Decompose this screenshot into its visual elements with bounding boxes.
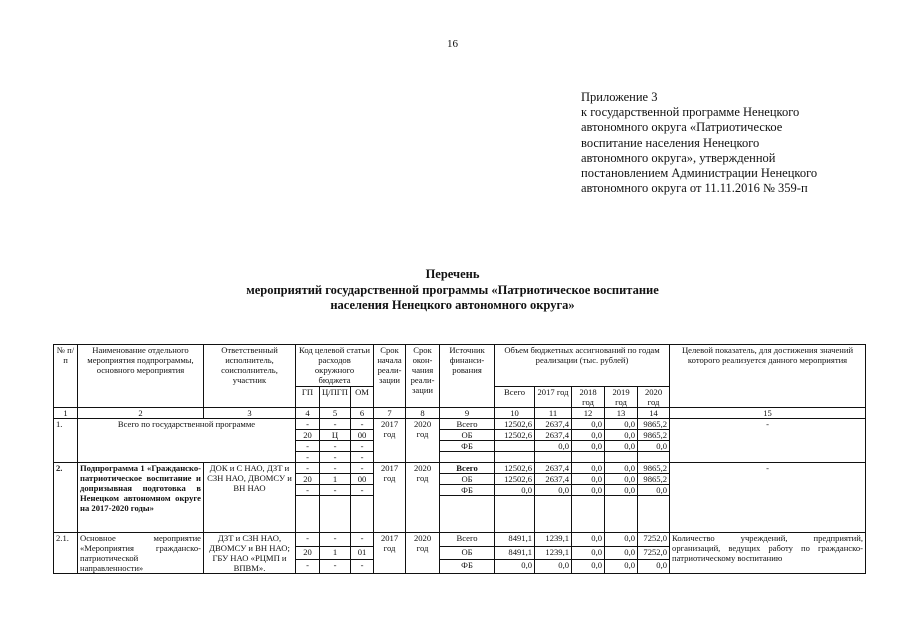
col-number: 2 bbox=[78, 408, 204, 419]
amount-2018: 0,0 bbox=[572, 560, 605, 574]
funding-source: ОБ bbox=[440, 474, 495, 485]
funding-source: ОБ bbox=[440, 430, 495, 441]
funding-source bbox=[440, 452, 495, 463]
header-target: Целевой показатель, для достижения значений которого реализуется данного мероприятия bbox=[670, 345, 866, 408]
code-gp: - bbox=[296, 452, 320, 463]
header-total: Всего bbox=[495, 387, 535, 408]
row-name: Всего по государственной программе bbox=[78, 419, 296, 463]
code-ppgp: - bbox=[320, 463, 351, 474]
amount-2020 bbox=[638, 452, 670, 463]
code-om: - bbox=[351, 485, 374, 496]
amount-2017: 2637,4 bbox=[535, 419, 572, 430]
table-row bbox=[54, 419, 866, 430]
code-gp: 20 bbox=[296, 546, 320, 560]
header-gp: ГП bbox=[296, 387, 320, 408]
empty-cell bbox=[440, 496, 495, 533]
amount-total: 12502,6 bbox=[495, 430, 535, 441]
col-number: 7 bbox=[374, 408, 406, 419]
code-ppgp: - bbox=[320, 533, 351, 547]
amount-total: 12502,6 bbox=[495, 419, 535, 430]
code-gp: - bbox=[296, 441, 320, 452]
amount-2020: 9865,2 bbox=[638, 463, 670, 474]
amount-2017: 2637,4 bbox=[535, 474, 572, 485]
code-ppgp: 1 bbox=[320, 546, 351, 560]
amount-2018: 0,0 bbox=[572, 485, 605, 496]
col-number: 11 bbox=[535, 408, 572, 419]
code-ppgp: - bbox=[320, 419, 351, 430]
row-number: 1. bbox=[54, 419, 78, 463]
amount-total: 0,0 bbox=[495, 485, 535, 496]
amount-2020: 0,0 bbox=[638, 560, 670, 574]
amount-2018: 0,0 bbox=[572, 430, 605, 441]
empty-cell bbox=[296, 496, 320, 533]
funding-source: ФБ bbox=[440, 485, 495, 496]
amount-2020: 0,0 bbox=[638, 485, 670, 496]
amount-2019: 0,0 bbox=[605, 441, 638, 452]
code-om: 00 bbox=[351, 430, 374, 441]
title-line: Перечень bbox=[425, 267, 480, 281]
amount-2017: 2637,4 bbox=[535, 463, 572, 474]
document-title bbox=[0, 267, 905, 314]
amount-2018: 0,0 bbox=[572, 546, 605, 560]
header-volume: Объем бюджетных ассигнований по годам реализации (тыс. рублей) bbox=[495, 345, 670, 387]
code-gp: - bbox=[296, 533, 320, 547]
row-target: Количество учреждений, предприятий, организаций, ведущих работу по гражданско-патриотическому воспитанию bbox=[670, 533, 866, 574]
col-number: 12 bbox=[572, 408, 605, 419]
appendix-line: к государственной программе Ненецкого bbox=[581, 105, 800, 120]
amount-2018: 0,0 bbox=[572, 474, 605, 485]
col-number: 14 bbox=[638, 408, 670, 419]
code-ppgp: Ц bbox=[320, 430, 351, 441]
appendix-line: автономного округа от 11.11.2016 № 359-п bbox=[581, 181, 808, 196]
amount-2018: 0,0 bbox=[572, 533, 605, 547]
row-start: 2017 год bbox=[374, 533, 406, 574]
header-2018: 2018 год bbox=[572, 387, 605, 408]
amount-2019: 0,0 bbox=[605, 485, 638, 496]
header-ppgp: Ц/ПГП bbox=[320, 387, 351, 408]
table-row bbox=[54, 533, 866, 547]
amount-2017: 0,0 bbox=[535, 560, 572, 574]
code-gp: - bbox=[296, 485, 320, 496]
amount-2019: 0,0 bbox=[605, 560, 638, 574]
empty-cell bbox=[638, 496, 670, 533]
amount-2020: 7252,0 bbox=[638, 546, 670, 560]
amount-total: 0,0 bbox=[495, 560, 535, 574]
funding-source: ОБ bbox=[440, 546, 495, 560]
amount-2017: 1239,1 bbox=[535, 533, 572, 547]
amount-total bbox=[495, 441, 535, 452]
amount-2017: 2637,4 bbox=[535, 430, 572, 441]
empty-cell bbox=[605, 496, 638, 533]
amount-2018: 0,0 bbox=[572, 463, 605, 474]
code-om: - bbox=[351, 419, 374, 430]
table-row bbox=[54, 463, 866, 474]
col-number: 8 bbox=[406, 408, 440, 419]
col-number: 13 bbox=[605, 408, 638, 419]
empty-cell bbox=[572, 496, 605, 533]
code-gp: - bbox=[296, 419, 320, 430]
amount-2020: 9865,2 bbox=[638, 430, 670, 441]
amount-2017: 0,0 bbox=[535, 485, 572, 496]
row-executor: ДОК и С НАО, ДЗТ и СЗН НАО, ДВОМСУ и ВН НАО bbox=[204, 463, 296, 533]
appendix-line: автономного округа», утвержденной bbox=[581, 150, 776, 165]
col-number: 1 bbox=[54, 408, 78, 419]
code-ppgp: - bbox=[320, 441, 351, 452]
activities-table bbox=[53, 344, 866, 574]
code-gp: - bbox=[296, 560, 320, 574]
row-end: 2020 год bbox=[406, 463, 440, 533]
code-gp: - bbox=[296, 463, 320, 474]
code-ppgp: - bbox=[320, 560, 351, 574]
col-number: 4 bbox=[296, 408, 320, 419]
empty-cell bbox=[495, 496, 535, 533]
amount-total: 8491,1 bbox=[495, 533, 535, 547]
col-number: 15 bbox=[670, 408, 866, 419]
empty-cell bbox=[351, 496, 374, 533]
row-end: 2020 год bbox=[406, 419, 440, 463]
amount-2019: 0,0 bbox=[605, 419, 638, 430]
header-code: Код целевой статьи расходов окружного бюджета bbox=[296, 345, 374, 387]
row-number: 2.1. bbox=[54, 533, 78, 574]
header-num: № п/п bbox=[54, 345, 78, 408]
page-number: 16 bbox=[447, 38, 458, 50]
amount-2019: 0,0 bbox=[605, 430, 638, 441]
amount-2017 bbox=[535, 452, 572, 463]
amount-total: 12502,6 bbox=[495, 463, 535, 474]
amount-total: 12502,6 bbox=[495, 474, 535, 485]
code-ppgp: - bbox=[320, 485, 351, 496]
code-om: - bbox=[351, 441, 374, 452]
col-number: 9 bbox=[440, 408, 495, 419]
code-gp: 20 bbox=[296, 430, 320, 441]
row-number: 2. bbox=[54, 463, 78, 533]
amount-2020: 9865,2 bbox=[638, 474, 670, 485]
appendix-line: постановлением Администрации Ненецкого bbox=[581, 166, 818, 181]
code-om: - bbox=[351, 452, 374, 463]
title-line: населения Ненецкого автономного округа» bbox=[330, 298, 575, 312]
header-end: Срок окон-чания реали-зации bbox=[406, 345, 440, 408]
amount-2017: 1239,1 bbox=[535, 546, 572, 560]
row-name: Подпрограмма 1 «Гражданско-патриотическое воспитание и допризывная подготовка в Ненецком автономном округе на 2017-2020 годы» bbox=[78, 463, 204, 533]
amount-2019 bbox=[605, 452, 638, 463]
amount-total: 8491,1 bbox=[495, 546, 535, 560]
row-executor: ДЗТ и СЗН НАО, ДВОМСУ и ВН НАО; ГБУ НАО «РЦМП и ВПВМ». bbox=[204, 533, 296, 574]
row-end: 2020 год bbox=[406, 533, 440, 574]
appendix-line: воспитание населения Ненецкого bbox=[581, 135, 760, 150]
amount-2019: 0,0 bbox=[605, 474, 638, 485]
code-ppgp: 1 bbox=[320, 474, 351, 485]
amount-2018: 0,0 bbox=[572, 441, 605, 452]
code-om: - bbox=[351, 533, 374, 547]
amount-2019: 0,0 bbox=[605, 463, 638, 474]
amount-2020: 7252,0 bbox=[638, 533, 670, 547]
empty-cell bbox=[535, 496, 572, 533]
appendix-note bbox=[581, 90, 881, 196]
amount-total bbox=[495, 452, 535, 463]
header-2017: 2017 год bbox=[535, 387, 572, 408]
header-om: ОМ bbox=[351, 387, 374, 408]
amount-2019: 0,0 bbox=[605, 546, 638, 560]
code-om: - bbox=[351, 463, 374, 474]
col-number: 6 bbox=[351, 408, 374, 419]
header-source: Источник финанси-рования bbox=[440, 345, 495, 408]
code-om: 00 bbox=[351, 474, 374, 485]
appendix-line: автономного округа «Патриотическое bbox=[581, 120, 783, 135]
funding-source: ФБ bbox=[440, 441, 495, 452]
col-number: 5 bbox=[320, 408, 351, 419]
code-om: - bbox=[351, 560, 374, 574]
amount-2020: 0,0 bbox=[638, 441, 670, 452]
header-start: Срок начала реали-зации bbox=[374, 345, 406, 408]
col-number: 10 bbox=[495, 408, 535, 419]
amount-2017: 0,0 bbox=[535, 441, 572, 452]
code-gp: 20 bbox=[296, 474, 320, 485]
amount-2018: 0,0 bbox=[572, 419, 605, 430]
amount-2019: 0,0 bbox=[605, 533, 638, 547]
header-executor: Ответственный исполнитель, соисполнитель, участник bbox=[204, 345, 296, 408]
code-ppgp: - bbox=[320, 452, 351, 463]
amount-2020: 9865,2 bbox=[638, 419, 670, 430]
appendix-line: Приложение 3 bbox=[581, 90, 658, 104]
row-target: - bbox=[670, 419, 866, 463]
row-name: Основное мероприятие «Мероприятия гражданско-патриотической направленности» bbox=[78, 533, 204, 574]
amount-2018 bbox=[572, 452, 605, 463]
row-start: 2017 год bbox=[374, 463, 406, 533]
header-2019: 2019 год bbox=[605, 387, 638, 408]
funding-source: ФБ bbox=[440, 560, 495, 574]
header-2020: 2020 год bbox=[638, 387, 670, 408]
col-number: 3 bbox=[204, 408, 296, 419]
row-target: - bbox=[670, 463, 866, 533]
header-name: Наименование отдельного мероприятия подпрограммы, основного мероприятия bbox=[78, 345, 204, 408]
empty-cell bbox=[320, 496, 351, 533]
funding-source: Всего bbox=[440, 533, 495, 547]
code-om: 01 bbox=[351, 546, 374, 560]
row-start: 2017 год bbox=[374, 419, 406, 463]
funding-source: Всего bbox=[440, 463, 495, 474]
title-line: мероприятий государственной программы «Патриотическое воспитание bbox=[246, 282, 659, 297]
funding-source: Всего bbox=[440, 419, 495, 430]
